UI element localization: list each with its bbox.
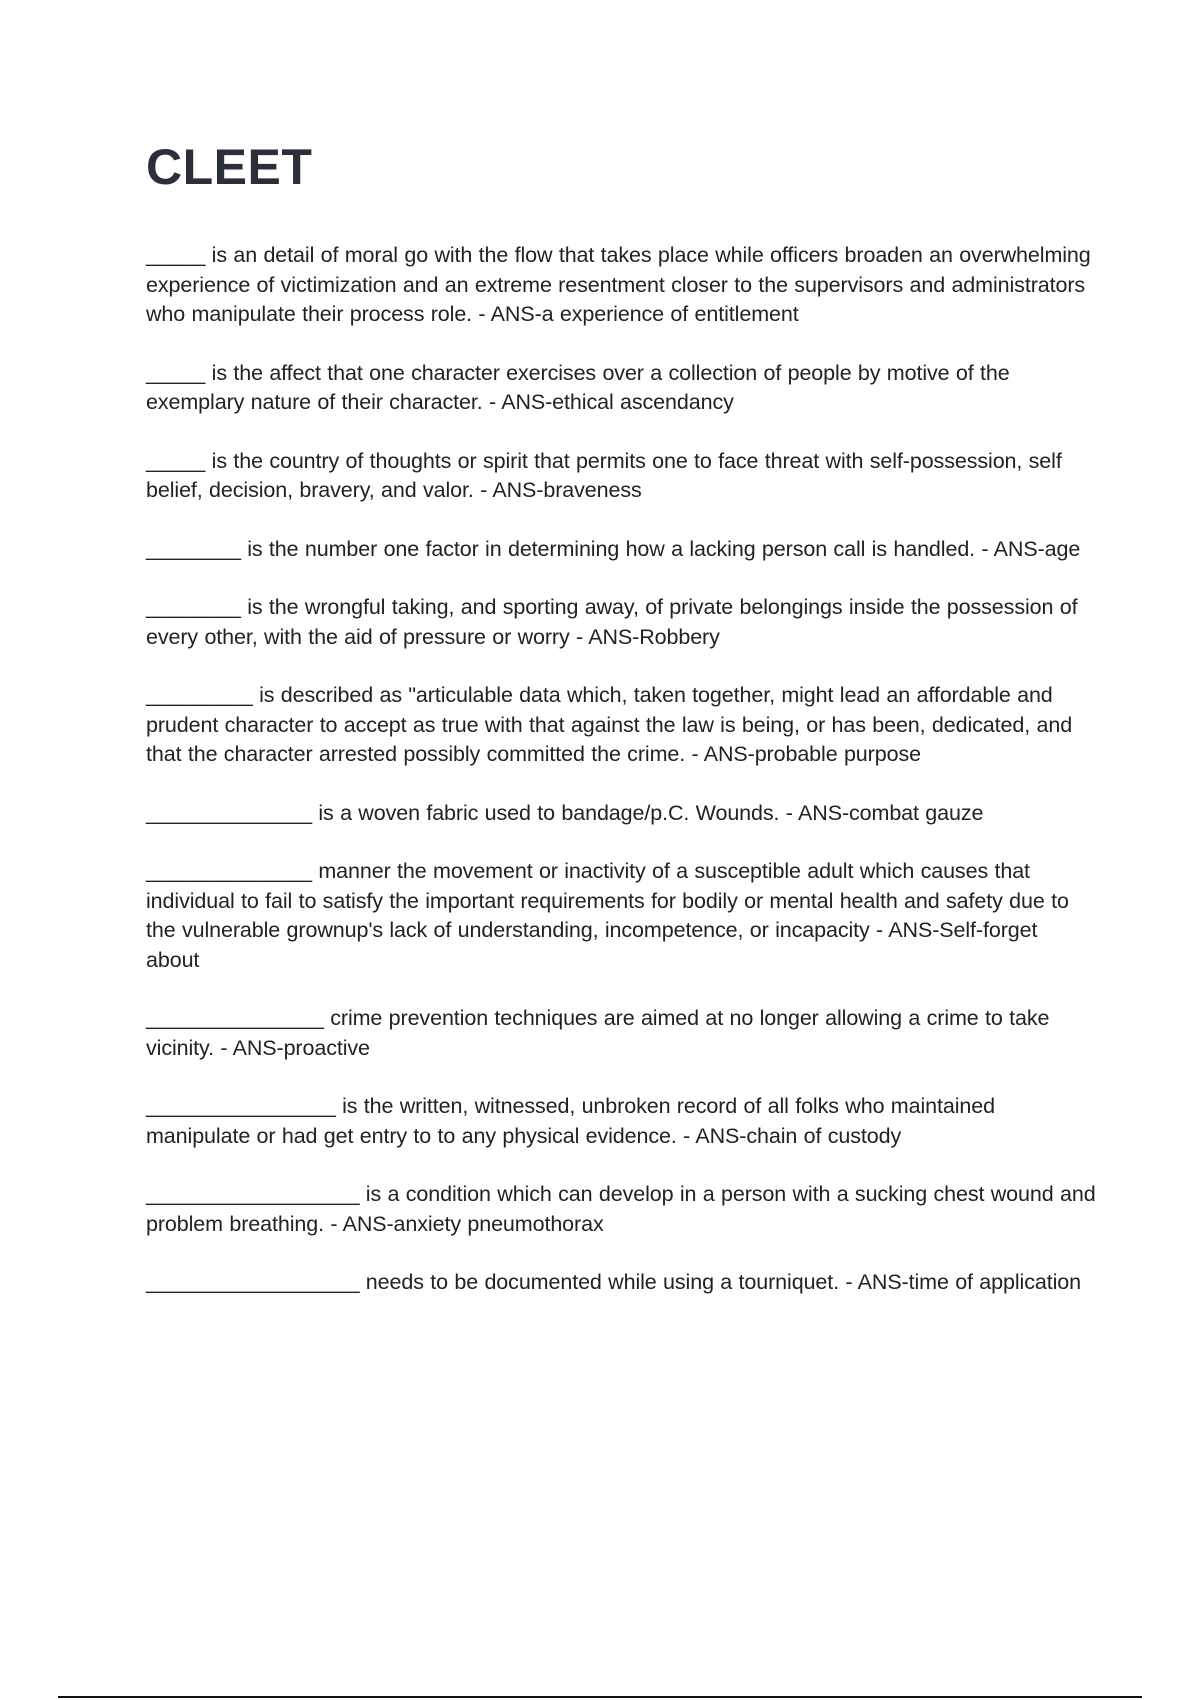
question-item: _____ is the country of thoughts or spirit that permits one to face threat with self-possession, self belief, decision, bravery, and valor. - ANS-braveness xyxy=(146,448,1062,502)
question-item: _____ is the affect that one character exercises over a collection of people by motive of the exemplary nature of their character. - ANS-ethical ascendancy xyxy=(146,360,1010,414)
document-title: CLEET xyxy=(146,139,313,195)
question-item: ________ is the number one factor in determining how a lacking person call is handled. - ANS-age xyxy=(146,536,1081,561)
question-list xyxy=(146,241,1096,1298)
page-bottom-divider xyxy=(58,1696,1142,1698)
question-item: _____ is an detail of moral go with the flow that takes place while officers broaden an overwhelming experience of victimization and an extreme resentment closer to the supervisors and administrators who manipulate their process role. - ANS-a experience of entitlement xyxy=(146,243,1091,326)
question-item: _________ is described as "articulable data which, taken together, might lead an affordable and prudent character to accept as true with that against the law is being, or has been, dedicated, and that the character arrested possibly committed the crime. - ANS-probable purpose xyxy=(146,683,1073,766)
question-item: ______________ is a woven fabric used to bandage/p.C. Wounds. - ANS-combat gauze xyxy=(146,800,984,825)
question-item: ______________ manner the movement or inactivity of a susceptible adult which causes that individual to fail to satisfy the important requirements for bodily or mental health and safety due to the vulnerable grownup's lack of understanding, incompetence, or incapacity - ANS-Self-forget about xyxy=(146,859,1069,972)
question-item: ________________ is the written, witnessed, unbroken record of all folks who maintained manipulate or had get entry to to any physical evidence. - ANS-chain of custody xyxy=(146,1094,995,1148)
document-page xyxy=(146,140,1096,1327)
question-item: ________ is the wrongful taking, and sporting away, of private belongings inside the possession of every other, with the aid of pressure or worry - ANS-Robbery xyxy=(146,595,1078,649)
question-item: __________________ is a condition which can develop in a person with a sucking chest wound and problem breathing. - ANS-anxiety pneumothorax xyxy=(146,1182,1096,1236)
question-item: _______________ crime prevention techniques are aimed at no longer allowing a crime to take vicinity. - ANS-proactive xyxy=(146,1006,1050,1060)
question-item: __________________ needs to be documented while using a tourniquet. - ANS-time of application xyxy=(146,1270,1082,1294)
